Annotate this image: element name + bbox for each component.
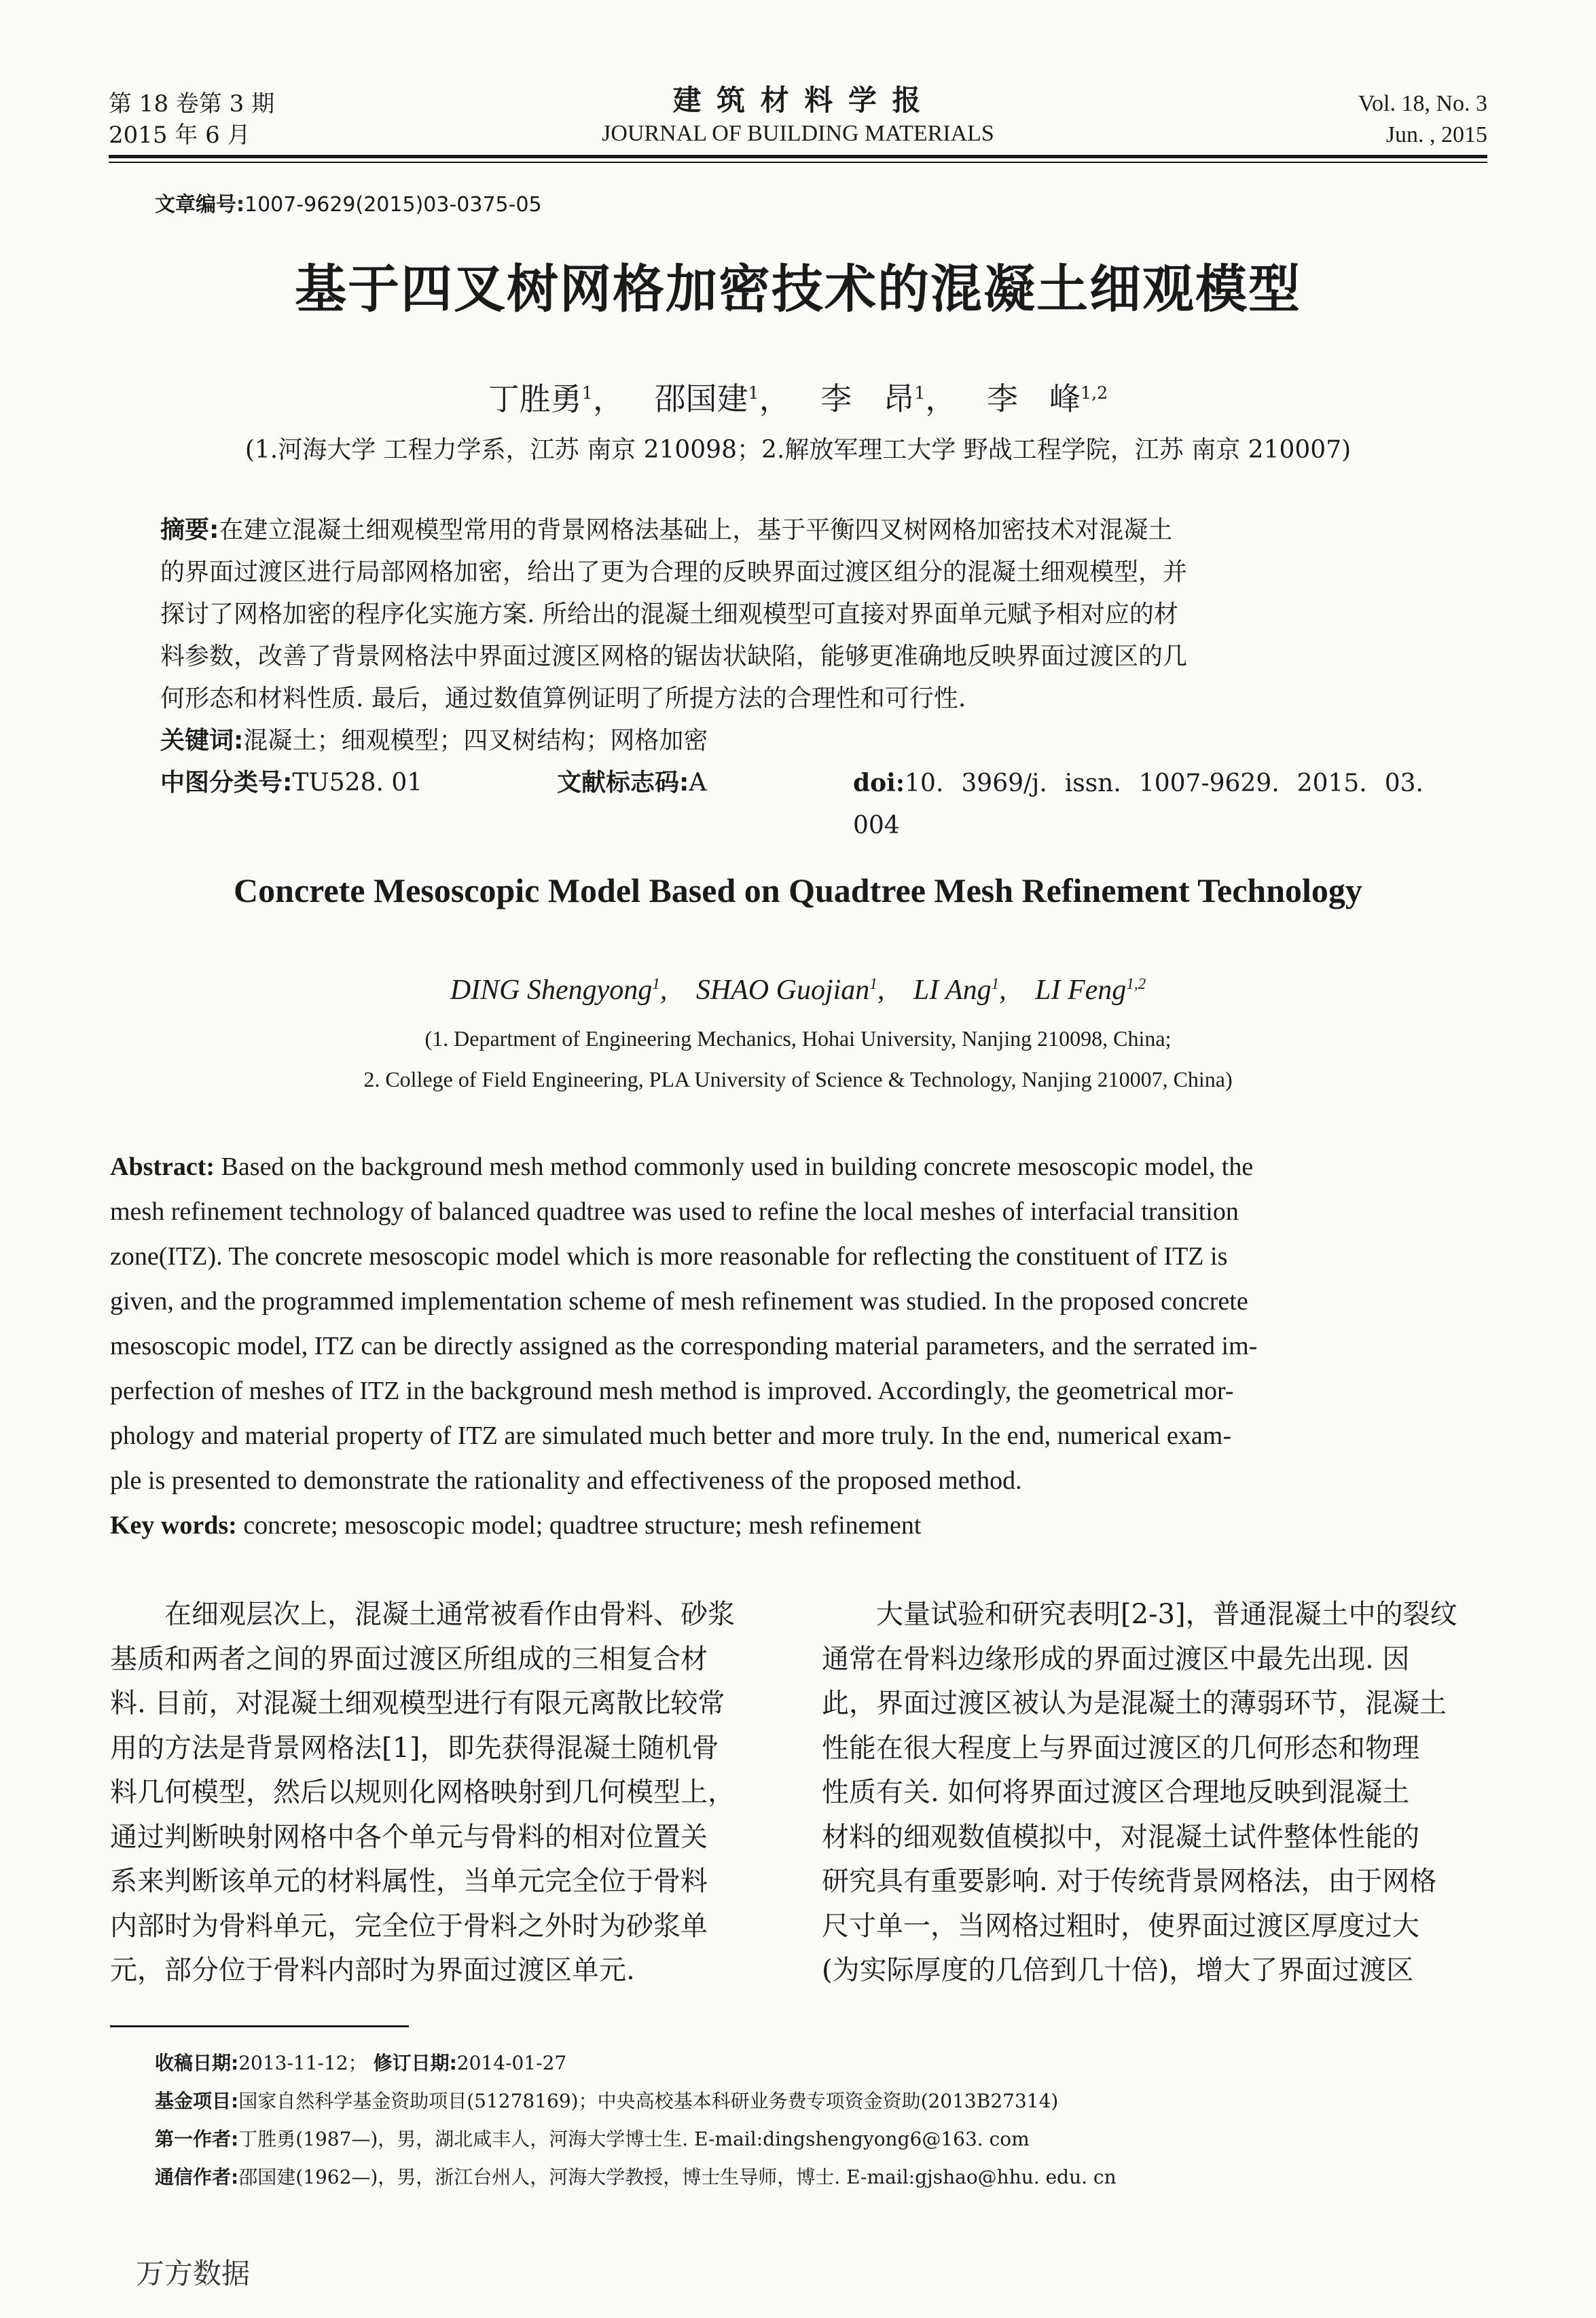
- footnote-corresponding: [155, 2158, 1117, 2196]
- body-left-line-5: 料几何模型，然后以规则化网格映射到几何模型上，: [110, 1777, 735, 1808]
- abstract-cn-text-1: 在建立混凝土细观模型常用的背景网格法基础上，基于平衡四叉树网格加密技术对混凝土: [219, 516, 1173, 544]
- revised-label: 修订日期:: [373, 2052, 457, 2074]
- keywords-en-label: Key words:: [110, 1511, 237, 1540]
- article-number: [155, 192, 542, 219]
- doc-code-label: 文献标志码:: [557, 769, 689, 797]
- author-cn-4: 李 峰: [986, 380, 1081, 418]
- revised-date: 2014-01-27: [456, 2052, 567, 2074]
- abstract-cn-line: [160, 509, 1423, 551]
- abstract-cn-text-5: 何形态和材料性质. 最后，通过数值算例证明了所提方法的合理性和可行性.: [160, 685, 966, 712]
- abstract-cn-text-3: 探讨了网格加密的程序化实施方案. 所给出的混凝土细观模型可直接对界面单元赋予相对应的材: [160, 600, 1178, 628]
- author-en-2: SHAO Guojian: [695, 975, 870, 1006]
- body-left-line-8: 内部时为骨料单元，完全位于骨料之外时为砂浆单: [110, 1910, 708, 1942]
- body-right-column: [822, 1593, 1487, 1993]
- first-author-label: 第一作者:: [155, 2128, 239, 2150]
- abstract-en-line-1: [110, 1144, 1489, 1189]
- body-right-line-1: 大量试验和研究表明[2-3]，普通混凝土中的裂纹: [822, 1599, 1457, 1630]
- doc-code-value: A: [689, 769, 707, 797]
- author-en-3: LI Ang: [913, 975, 992, 1006]
- body-right-line-6: 材料的细观数值模拟中，对混凝土试件整体性能的: [822, 1821, 1419, 1853]
- clc-label: 中图分类号:: [160, 769, 293, 797]
- header-rule-bottom: [109, 162, 1487, 163]
- header-date-en: Jun. , 2015: [1385, 122, 1487, 147]
- doi-label: doi:: [853, 769, 905, 797]
- abstract-en-text-1: Based on the background mesh method commonly used in building concrete mesoscopic model, the: [221, 1153, 1254, 1181]
- affiliation-en-1: (1. Department of Engineering Mechanics, Hohai University, Nanjing 210098, China;: [424, 1026, 1172, 1051]
- received-label: 收稿日期:: [155, 2052, 239, 2074]
- author-en-4: LI Feng: [1035, 975, 1127, 1006]
- abstract-en-text-6: perfection of meshes of ITZ in the background mesh method is improved. Accordingly, the geometrical mor-: [110, 1377, 1234, 1405]
- author-en-1-sup: 1: [652, 975, 660, 992]
- body-right-line-9: (为实际厚度的几倍到几十倍)，增大了界面过渡区: [822, 1955, 1414, 1986]
- abstract-cn-text-2: 的界面过渡区进行局部网格加密，给出了更为合理的反映界面过渡区组分的混凝土细观模型，并: [160, 558, 1188, 586]
- footnote-rule: [110, 2025, 409, 2027]
- body-left-line-7: 系来判断该单元的材料属性，当单元完全位于骨料: [110, 1866, 708, 1897]
- corresponding-text: 邵国建(1962—)，男，浙江台州人，河海大学教授，博士生导师，博士. E-mail:gjshao@hhu. edu. cn: [238, 2166, 1117, 2188]
- keywords-cn-value: 混凝土；细观模型；四叉树结构；网格加密: [243, 727, 708, 755]
- article-number-label: 文章编号:: [155, 193, 244, 217]
- body-left-line-1: 在细观层次上，混凝土通常被看作由骨料、砂浆: [110, 1599, 735, 1630]
- doi: [853, 762, 1423, 847]
- fund-label: 基金项目:: [155, 2090, 239, 2112]
- header-volume-issue: 第 18 卷第 3 期: [109, 90, 275, 117]
- body-right-line-2: 通常在骨料边缘形成的界面过渡区中最先出现. 因: [822, 1643, 1410, 1675]
- affiliations-cn: (1.河海大学 工程力学系，江苏 南京 210098；2.解放军理工大学 野战工程学院，江苏 南京 210007): [244, 436, 1352, 464]
- author-en-2-sup: 1: [869, 975, 877, 992]
- doi-value: 10. 3969/j. issn. 1007-9629. 2015. 03. 004: [853, 769, 1423, 839]
- article-number-value: 1007-9629(2015)03-0375-05: [244, 193, 542, 217]
- classification-row: [160, 762, 1423, 839]
- body-left-line-2: 基质和两者之间的界面过渡区所组成的三相复合材: [110, 1643, 708, 1675]
- fund-text: 国家自然科学基金资助项目(51278169)；中央高校基本科研业务费专项资金资助(2013B27314): [238, 2090, 1059, 2112]
- body-right-line-8: 尺寸单一，当网格过粗时，使界面过渡区厚度过大: [822, 1910, 1419, 1942]
- journal-title-en: JOURNAL OF BUILDING MATERIALS: [602, 121, 994, 146]
- body-right-line-5: 性质有关. 如何将界面过渡区合理地反映到混凝土: [822, 1777, 1410, 1808]
- footnote-dates: [155, 2044, 566, 2082]
- author-cn-4-sup: 1,2: [1080, 383, 1108, 403]
- clc: [160, 762, 422, 804]
- body-right-line-3: 此，界面过渡区被认为是混凝土的薄弱环节，混凝土: [822, 1688, 1447, 1719]
- authors-en: DING Shengyong$^1$, SHAO Guojian$^1$, LI Ang$^1$, LI Feng$^{1,2}$: [450, 975, 1146, 1006]
- abstract-en-label: Abstract:: [110, 1153, 215, 1181]
- author-cn-1: 丁胜勇: [488, 380, 582, 418]
- author-cn-2-sup: 1: [748, 383, 759, 403]
- doc-code: [557, 762, 706, 804]
- author-en-4-sup: 1,2: [1126, 975, 1146, 992]
- abstract-en-text-8: ple is presented to demonstrate the rationality and effectiveness of the proposed method.: [110, 1466, 1022, 1495]
- body-right-line-7: 研究具有重要影响. 对于传统背景网格法，由于网格: [822, 1866, 1437, 1897]
- clc-value: TU528. 01: [292, 769, 423, 797]
- body-right-line-4: 性能在很大程度上与界面过渡区的几何形态和物理: [822, 1732, 1419, 1764]
- author-cn-3-sup: 1: [914, 383, 926, 403]
- header-date: 2015 年 6 月: [109, 122, 251, 149]
- body-left-line-4: 用的方法是背景网格法[1]，即先获得混凝土随机骨: [110, 1732, 719, 1764]
- abstract-en-text-4: given, and the programmed implementation scheme of mesh refinement was studied. In the proposed concrete: [110, 1287, 1248, 1316]
- abstract-en-text-5: mesoscopic model, ITZ can be directly assigned as the corresponding material parameters, and the serrated im-: [110, 1332, 1258, 1360]
- footnote-first-author: [155, 2120, 1030, 2158]
- author-cn-2: 邵国建: [654, 380, 748, 418]
- footnote-fund: [155, 2082, 1058, 2120]
- abstract-en: [110, 1144, 1489, 1548]
- header-journal: [0, 83, 1596, 149]
- header-rule-top: [109, 155, 1487, 158]
- title-en: Concrete Mesoscopic Model Based on Quadtree Mesh Refinement Technology: [234, 871, 1362, 909]
- authors-cn: 丁胜勇$^1$， 邵国建$^1$， 李 昂$^1$， 李 峰$^{1,2}$: [488, 380, 1108, 418]
- corresponding-label: 通信作者:: [155, 2166, 239, 2188]
- keywords-cn: [160, 720, 1423, 762]
- author-en-1: DING Shengyong: [450, 975, 653, 1006]
- abstract-en-text-7: phology and material property of ITZ are simulated much better and more truly. In the end, numerical exam-: [110, 1421, 1231, 1450]
- abstract-cn-text-4: 料参数，改善了背景网格法中界面过渡区网格的锯齿状缺陷，能够更准确地反映界面过渡区的几: [160, 642, 1188, 670]
- affiliation-en-2: 2. College of Field Engineering, PLA University of Science & Technology, Nanjing 210007, China): [363, 1067, 1233, 1091]
- author-cn-3: 李 昂: [820, 380, 915, 418]
- keywords-cn-label: 关键词:: [160, 727, 244, 755]
- abstract-cn-label: 摘要:: [160, 516, 219, 544]
- header-vol-en: [1358, 88, 1487, 151]
- body-left-column: [110, 1593, 776, 1993]
- abstract-en-text-3: zone(ITZ). The concrete mesoscopic model which is more reasonable for reflecting the constituent of ITZ is: [110, 1242, 1228, 1271]
- author-cn-1-sup: 1: [581, 383, 593, 403]
- body-left-line-6: 通过判断映射网格中各个单元与骨料的相对位置关: [110, 1821, 708, 1853]
- abstract-cn: [160, 509, 1423, 839]
- header-vol-no: Vol. 18, No. 3: [1358, 91, 1487, 116]
- keywords-en: [110, 1503, 1489, 1548]
- abstract-en-text-2: mesh refinement technology of balanced quadtree was used to refine the local meshes of interfacial transition: [110, 1197, 1239, 1226]
- keywords-en-value: concrete; mesoscopic model; quadtree structure; mesh refinement: [243, 1511, 922, 1540]
- body-left-line-3: 料. 目前，对混凝土细观模型进行有限元离散比较常: [110, 1688, 725, 1719]
- body-left-line-9: 元，部分位于骨料内部时为界面过渡区单元.: [110, 1955, 635, 1986]
- author-en-3-sup: 1: [991, 975, 1000, 992]
- watermark: 万方数据: [136, 2257, 251, 2290]
- first-author-text: 丁胜勇(1987—)，男，湖北咸丰人，河海大学博士生. E-mail:dingshengyong6@163. com: [238, 2128, 1030, 2150]
- received-date: 2013-11-12；: [238, 2052, 367, 2074]
- title-cn: 基于四叉树网格加密技术的混凝土细观模型: [295, 259, 1301, 319]
- journal-title-cn: 建 筑 材 料 学 报: [672, 84, 924, 117]
